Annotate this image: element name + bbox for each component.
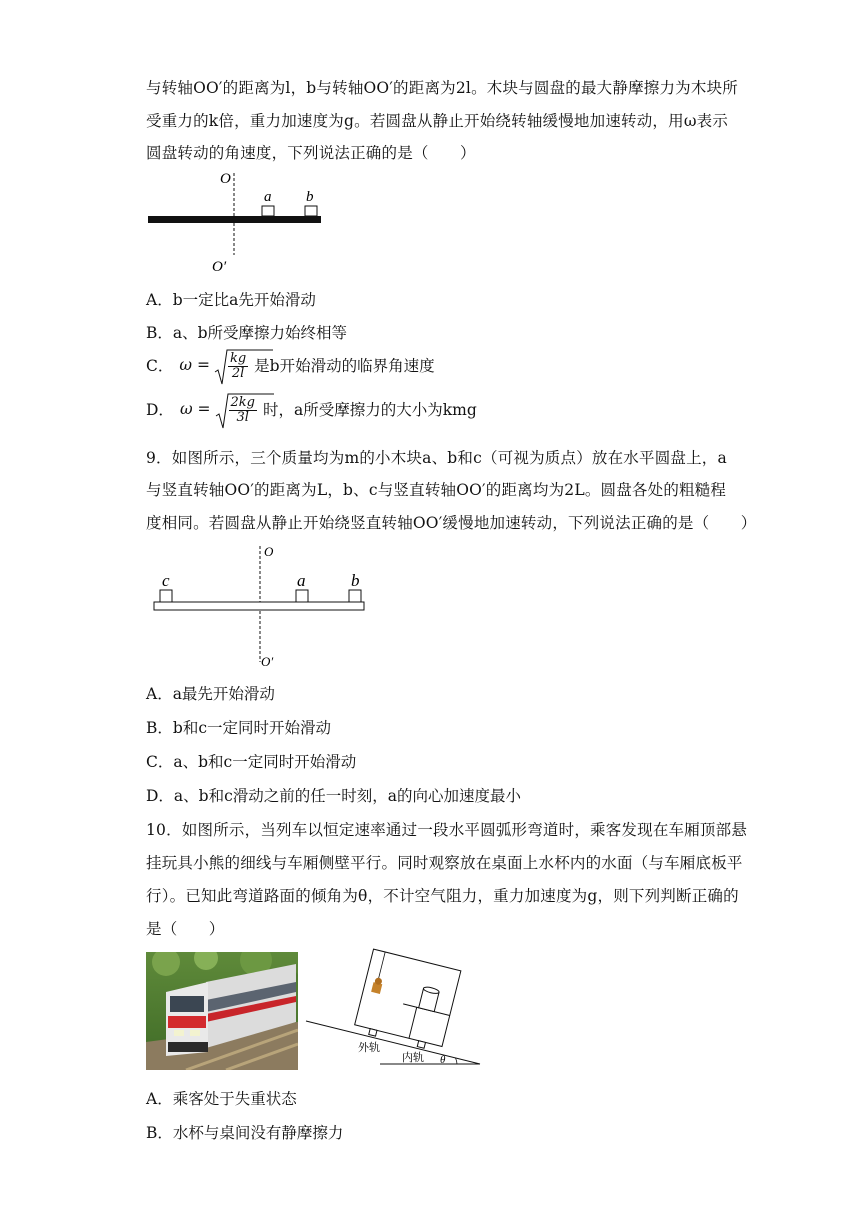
q8-option-d-prefix: D． bbox=[146, 400, 174, 419]
q8-option-c-numerator: kg bbox=[229, 351, 247, 366]
q8-block-b-label: b bbox=[306, 189, 314, 205]
q10-option-a: A．乘客处于失重状态 bbox=[146, 1090, 297, 1108]
q9-block-c bbox=[160, 590, 172, 602]
q8-option-c-suffix: 是b开始滑动的临界角速度 bbox=[254, 356, 435, 375]
q8-option-c-prefix: C． bbox=[146, 356, 174, 375]
q10-text-line-1: 10．如图所示，当列车以恒定速率通过一段水平圆弧形弯道时，乘客发现在车厢顶部悬 bbox=[146, 821, 748, 839]
q9-text-line-2: 与竖直转轴OO′的距离为L，b、c与竖直转轴OO′的距离均为2L。圆盘各处的粗糙程 bbox=[146, 481, 727, 499]
q9-block-a bbox=[296, 590, 308, 602]
train-photo bbox=[146, 952, 298, 1070]
q10-text-line-2: 挂玩具小熊的细线与车厢侧壁平行。同时观察放在桌面上水杯内的水面（与车厢底板平 bbox=[146, 854, 743, 872]
q8-option-d bbox=[146, 392, 477, 425]
q8-axis-bottom-label: O′ bbox=[212, 259, 227, 275]
q9-text-line-3: 度相同。若圆盘从静止开始绕竖直转轴OO′缓慢地加速转动，下列说法正确的是（ ） bbox=[146, 514, 757, 532]
q9-axis-bottom-label: O′ bbox=[261, 654, 274, 669]
q8-option-d-sqrt bbox=[215, 392, 259, 425]
q9-axis-top-label: O bbox=[264, 544, 274, 559]
q9-block-b bbox=[349, 590, 361, 602]
angle-theta-label: θ bbox=[440, 1054, 446, 1066]
q9-figure bbox=[148, 540, 378, 670]
q10-text-line-3: 行）。已知此弯道路面的倾角为θ，不计空气阻力，重力加速度为g，则下列判断正确的 bbox=[146, 887, 739, 905]
q8-figure bbox=[140, 165, 340, 280]
q8-option-c-sqrt bbox=[214, 348, 250, 381]
q8-option-d-omega: ω = bbox=[179, 399, 211, 418]
q8-disk bbox=[148, 216, 321, 223]
q8-block-b bbox=[305, 206, 317, 216]
q8-text-line-2: 受重力的k倍，重力加速度为g。若圆盘从静止开始绕转轴缓慢地加速转动，用ω表示 bbox=[146, 112, 729, 130]
q8-block-a-label: a bbox=[264, 189, 272, 205]
q9-option-b: B．b和c一定同时开始滑动 bbox=[146, 719, 331, 737]
q8-axis-top-label: O bbox=[220, 171, 231, 187]
q9-option-c: C．a、b和c一定同时开始滑动 bbox=[146, 753, 357, 771]
q9-disk bbox=[154, 602, 364, 610]
q8-text-line-1: 与转轴OO′的距离为l，b与转轴OO′的距离为2l。木块与圆盘的最大静摩擦力为木块所 bbox=[146, 79, 738, 97]
q9-option-d: D．a、b和c滑动之前的任一时刻，a的向心加速度最小 bbox=[146, 787, 522, 805]
q8-option-c-omega: ω = bbox=[179, 355, 210, 374]
q8-option-d-numerator: 2kg bbox=[230, 395, 255, 410]
inner-rail-label: 内轨 bbox=[402, 1052, 424, 1064]
q8-option-d-denominator: 3l bbox=[236, 410, 249, 425]
q8-option-b: B．a、b所受摩擦力始终相等 bbox=[146, 324, 348, 342]
q8-option-c bbox=[146, 348, 435, 381]
q8-block-a bbox=[262, 206, 274, 216]
q9-block-b-label: b bbox=[351, 571, 360, 590]
q8-option-c-denominator: 2l bbox=[231, 366, 245, 381]
q10-text-line-4: 是（ ） bbox=[146, 920, 225, 938]
outer-rail-label: 外轨 bbox=[358, 1042, 380, 1054]
q8-text-line-3: 圆盘转动的角速度，下列说法正确的是（ ） bbox=[146, 144, 476, 162]
q9-block-c-label: c bbox=[162, 571, 170, 590]
banked-carriage-figure bbox=[300, 945, 485, 1070]
q8-option-d-suffix: 时，a所受摩擦力的大小为kmg bbox=[262, 400, 477, 419]
q8-option-a: A．b一定比a先开始滑动 bbox=[146, 291, 316, 309]
q9-option-a: A．a最先开始滑动 bbox=[146, 685, 275, 703]
q9-block-a-label: a bbox=[297, 571, 306, 590]
q10-option-b: B．水杯与桌间没有静摩擦力 bbox=[146, 1124, 344, 1142]
q9-text-line-1: 9．如图所示，三个质量均为m的小木块a、b和c（可视为质点）放在水平圆盘上，a bbox=[146, 449, 727, 467]
